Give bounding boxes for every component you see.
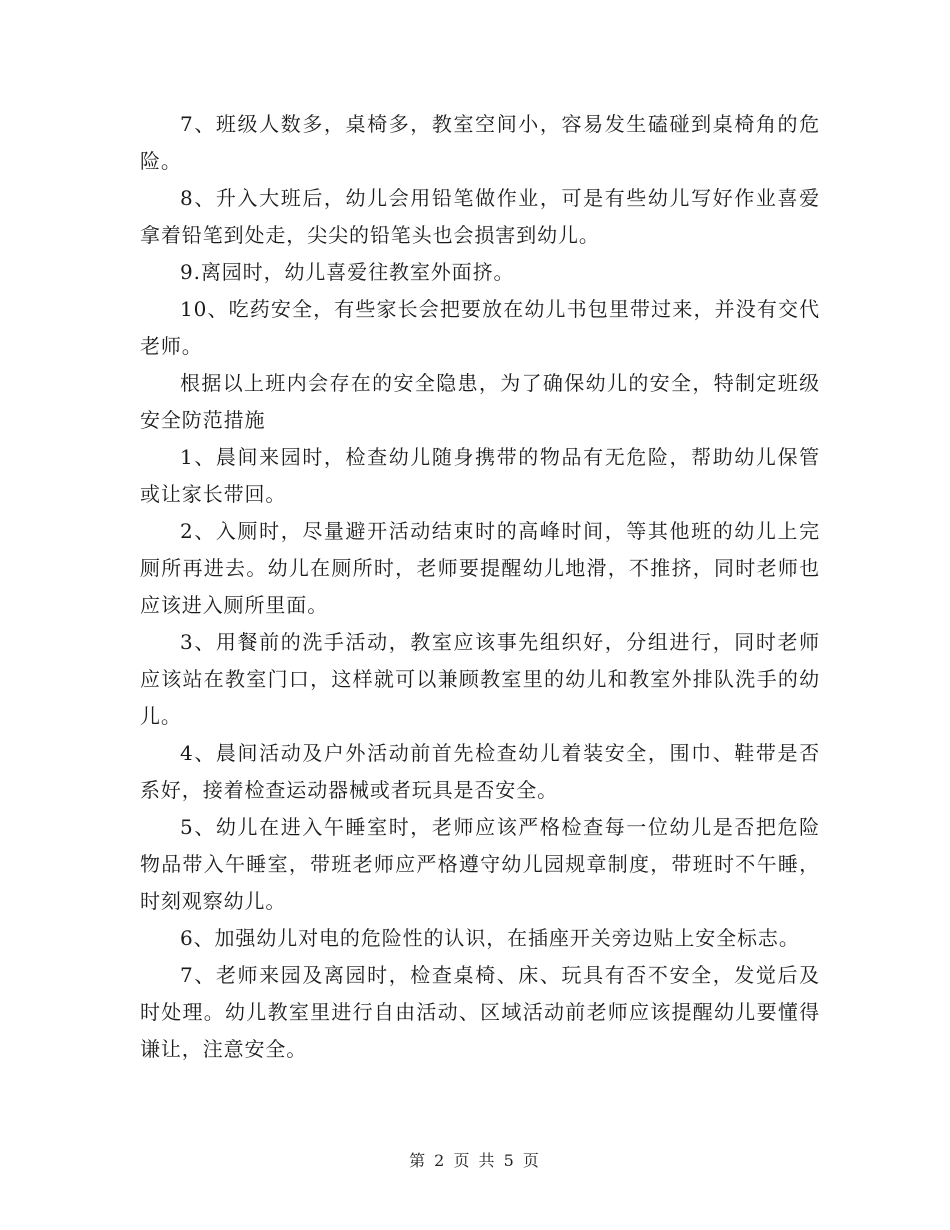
paragraph: 1、晨间来园时，检查幼儿随身携带的物品有无危险，帮助幼儿保管或让家长带回。 <box>140 445 820 506</box>
paragraph: 5、幼儿在进入午睡室时，老师应该严格检查每一位幼儿是否把危险物品带入午睡室，带班老师应严格遵守幼儿园规章制度，带班时不午睡，时刻观察幼儿。 <box>140 815 820 913</box>
page-number-footer: 第 2 页 共 5 页 <box>409 1151 541 1170</box>
document-body <box>140 106 820 1068</box>
paragraph: 8、升入大班后，幼儿会用铅笔做作业，可是有些幼儿写好作业喜爱拿着铅笔到处走，尖尖的铅笔头也会损害到幼儿。 <box>140 186 820 247</box>
paragraph: 7、班级人数多，桌椅多，教室空间小，容易发生磕碰到桌椅角的危险。 <box>140 112 820 173</box>
paragraph: 6、加强幼儿对电的危险性的认识，在插座开关旁边贴上安全标志。 <box>180 926 800 950</box>
paragraph: 4、晨间活动及户外活动前首先检查幼儿着装安全，围巾、鞋带是否系好，接着检查运动器械或者玩具是否安全。 <box>140 741 820 802</box>
paragraph: 2、入厕时，尽量避开活动结束时的高峰时间，等其他班的幼儿上完厕所再进去。幼儿在厕所时，老师要提醒幼儿地滑，不推挤，同时老师也应该进入厕所里面。 <box>140 519 820 617</box>
paragraph: 3、用餐前的洗手活动，教室应该事先组织好，分组进行，同时老师应该站在教室门口，这样就可以兼顾教室里的幼儿和教室外排队洗手的幼儿。 <box>140 630 820 728</box>
paragraph: 9.离园时，幼儿喜爱往教室外面挤。 <box>180 260 515 284</box>
paragraph: 10、吃药安全，有些家长会把要放在幼儿书包里带过来，并没有交代老师。 <box>140 297 820 358</box>
paragraph: 7、老师来园及离园时，检查桌椅、床、玩具有否不安全，发觉后及时处理。幼儿教室里进行自由活动、区域活动前老师应该提醒幼儿要懂得谦让，注意安全。 <box>140 963 820 1061</box>
paragraph: 根据以上班内会存在的安全隐患，为了确保幼儿的安全，特制定班级安全防范措施 <box>140 371 820 432</box>
